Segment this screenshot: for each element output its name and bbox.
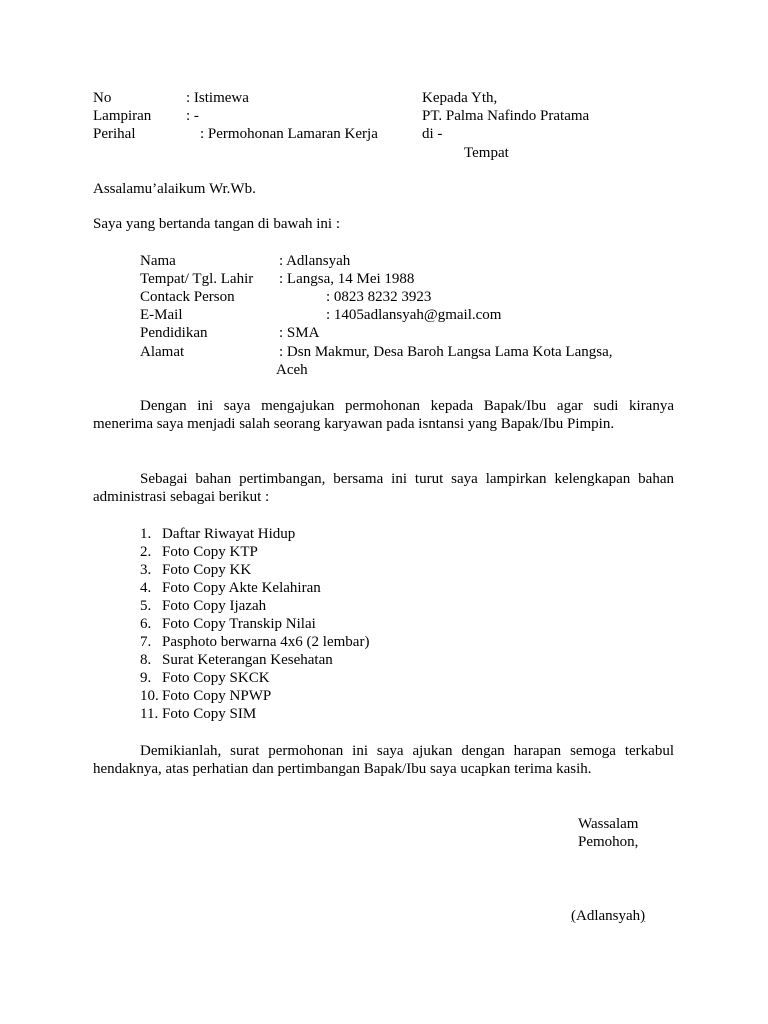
list-item: Pasphoto berwarna 4x6 (2 lembar) — [162, 634, 370, 650]
paragraph-closing: Demikianlah, surat permohonan ini saya ajukan dengan harapan semoga terkabul hendaknya, atas perhatian dan pertimbangan Bapak/Ibu saya ucapkan terima kasih. — [93, 743, 674, 777]
list-item-number: 7. — [140, 634, 152, 650]
address-continuation: Aceh — [276, 362, 308, 378]
list-item: Foto Copy SIM — [162, 706, 257, 722]
list-item: Foto Copy Akte Kelahiran — [162, 580, 321, 596]
list-item: Surat Keterangan Kesehatan — [162, 652, 333, 668]
lampiran-value: : - — [186, 108, 199, 124]
identity-label: E-Mail — [140, 307, 183, 323]
list-item-number: 2. — [140, 544, 152, 560]
signature-name — [571, 907, 645, 925]
list-item: Daftar Riwayat Hidup — [162, 526, 296, 542]
list-item-number: 6. — [140, 616, 152, 632]
identity-label: Contack Person — [140, 289, 235, 305]
identity-label: Nama — [140, 253, 176, 269]
list-item: Foto Copy NPWP — [162, 688, 272, 704]
list-item: Foto Copy KTP — [162, 544, 258, 560]
list-item: Foto Copy Transkip Nilai — [162, 616, 316, 632]
identity-value: : Langsa, 14 Mei 1988 — [279, 271, 415, 287]
salam: Assalamu’alaikum Wr.Wb. — [93, 181, 256, 197]
list-item-number: 9. — [140, 670, 152, 686]
paragraph-request: Dengan ini saya mengajukan permohonan kepada Bapak/Ibu agar sudi kiranya menerima saya menjadi salah seorang karyawan pada isntansi yang Bapak/Ibu Pimpin. — [93, 398, 674, 432]
identity-value: : 0823 8232 3923 — [326, 289, 432, 305]
identity-value: : Dsn Makmur, Desa Baroh Langsa Lama Kota Langsa, — [279, 344, 613, 360]
list-item-number: 10. — [140, 688, 159, 704]
list-item-number: 3. — [140, 562, 152, 578]
list-item-number: 1. — [140, 526, 152, 542]
identity-value: : Adlansyah — [279, 253, 351, 269]
list-item-number: 11. — [140, 706, 159, 722]
identity-value: : 1405adlansyah@gmail.com — [326, 307, 502, 323]
close-paren: ) — [640, 908, 646, 924]
recipient-greeting: Kepada Yth, — [422, 90, 498, 106]
list-item-number: 5. — [140, 598, 152, 614]
list-item-number: 8. — [140, 652, 152, 668]
recipient-di: di - — [422, 126, 443, 142]
identity-value: : SMA — [279, 325, 320, 341]
perihal-label: Perihal — [93, 126, 136, 142]
identity-label: Pendidikan — [140, 325, 208, 341]
list-item-number: 4. — [140, 580, 152, 596]
recipient-tempat: Tempat — [464, 145, 509, 161]
closing-wassalam: Wassalam — [578, 816, 639, 832]
no-label: No — [93, 90, 112, 106]
identity-label: Tempat/ Tgl. Lahir — [140, 271, 254, 287]
paragraph-attachments-intro: Sebagai bahan pertimbangan, bersama ini turut saya lampirkan kelengkapan bahan administrasi sebagai berikut : — [93, 471, 674, 505]
list-item: Foto Copy KK — [162, 562, 252, 578]
list-item: Foto Copy Ijazah — [162, 598, 267, 614]
identity-label: Alamat — [140, 344, 185, 360]
closing-pemohon: Pemohon, — [578, 834, 639, 850]
recipient-company: PT. Palma Nafindo Pratama — [422, 108, 590, 124]
perihal-value: : Permohonan Lamaran Kerja — [200, 126, 378, 142]
intro-text: Saya yang bertanda tangan di bawah ini : — [93, 216, 341, 232]
applicant-name: Adlansyah — [576, 908, 641, 924]
list-item: Foto Copy SKCK — [162, 670, 270, 686]
lampiran-label: Lampiran — [93, 108, 152, 124]
open-paren: ( — [571, 908, 576, 924]
no-value: : Istimewa — [186, 90, 249, 106]
